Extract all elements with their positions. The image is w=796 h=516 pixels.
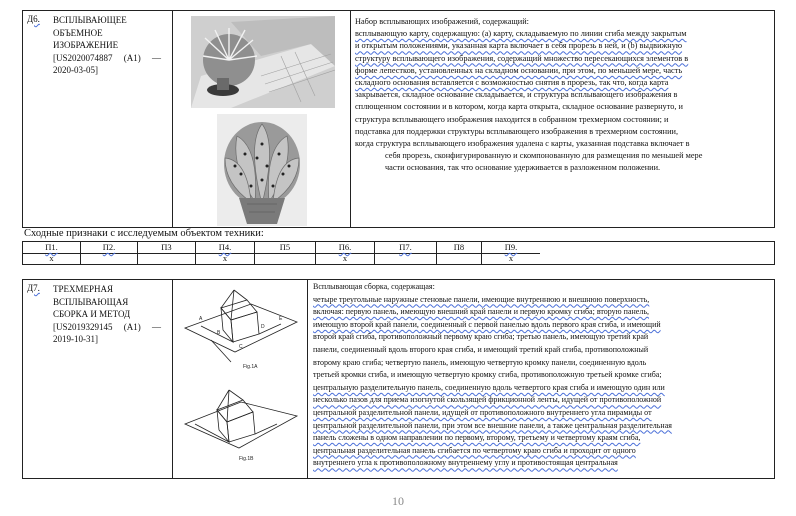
reference-title: ВСПЛЫВАЮЩЕЕ ОБЪЕМНОЕ ИЗОБРАЖЕНИЕ [US2020074887 (A1) — 2020-03-05] <box>53 15 161 75</box>
svg-text:A: A <box>199 316 203 322</box>
svg-text:Fig.1B: Fig.1B <box>239 456 254 462</box>
reference-id: Д7. <box>27 283 40 293</box>
svg-text:B: B <box>217 330 221 336</box>
id-name-cell <box>23 11 173 227</box>
claim-description: Всплывающая сборка, содержащая: четыре треугольные наружные стеновые панели, имеющие внутреннюю и внешнюю поверхность, включая: первую панель, имеющую внешний край панели и первую кромку сгиба; вторую панель, имеющую второй край панели, соединенный с первой панелью вдоль первого края сгиба, и имеющий второй край сгиба, противоположный первому краю сгиба; третью панель, имеющую третий край панели, соединенный вдоль второго края сгиба, и имеющий третий край сгиба, противоположный второму краю сгиба; четвертую панель, имеющую четвертую кромку панели, соединенную вдоль третьей кромки сгиба, и имеющую четвертую кромку сгиба, противоположную третьей кромке сгиба; центральную разделительную панель, соединенную вдоль четвертого края сгиба и имеющую один или несколько пазов для приема изогнутой скользящей фрикционной ленты, идущей от противоположной центральной разделительной панели, идущей от противоположного внутреннего угла пирамиды от центральной разделительной панели, при этом все внешние панели, а также центральная разделительная панель сложены в одном направлении по первому, второму, третьему и четвертому краям сгиба, центральная разделительная панель сгибается по четвертому краю сгиба и проходит от одного внутреннего угла к противоположному внутреннему углу и противостоящая центральная <box>313 282 672 468</box>
svg-text:Fig.1A: Fig.1A <box>243 364 258 370</box>
feature-cell: П5 <box>255 242 316 264</box>
feature-cell: П9. x <box>482 242 774 264</box>
feature-match-table <box>22 241 775 265</box>
id-name-cell <box>23 280 173 478</box>
patent-reference: [US2019329145 (A1) — 2019-10-31] <box>53 321 161 344</box>
reference-row-d7 <box>22 279 775 479</box>
reference-row-d6 <box>22 10 775 228</box>
similar-features-heading: Сходные признаки с исследуемым объектом техники: <box>24 228 264 239</box>
figure-cell <box>173 280 308 478</box>
feature-cell: П4. x <box>196 242 255 264</box>
feature-cell: П3 <box>138 242 196 264</box>
flower-sculpture-photo <box>217 114 307 226</box>
claim-description: Набор всплывающих изображений, содержащий: всплывающую карту, содержащую: (a) карту, складываемую по линии сгиба между закрытым и открытым положениями, указанная карта включает в себя прорезь в ней, и (b) выдвижную структуру всплывающего изображения, содержащий множество пересекающихся элементов в форме лепестков, установленных на складном основании, при этом, по меньшей мере, часть складного основания вставляется с возможностью снятия в прорезь, так что, когда карта закрывается, складное основание складывается, и структура всплывающего изображения в сплющенном состоянии и в котором, когда карта открыта, складное основание развернуто, и структура всплывающего изображения находится в собранном трехмерном состоянии; и подставка для поддержки структуры всплывающего изображения в трехмерном состоянии, когда структура всплывающего изображения удалена с карты, указанная подставка включает в себя прорезь, сконфигурированную и скомпонованную для размещения по меньшей мере части основания, так что основание удерживается в разложенном положении. <box>355 17 703 173</box>
reference-id: Д6. <box>27 14 40 24</box>
feature-cell: П2. <box>81 242 138 264</box>
feature-cell: П6. x <box>316 242 375 264</box>
svg-text:C: C <box>239 344 243 350</box>
svg-text:E: E <box>279 316 283 322</box>
patent-reference: [US2020074887 (A1) — 2020-03-05] <box>53 52 161 75</box>
feature-cell: П1. x <box>23 242 81 264</box>
feature-cell: П8 <box>437 242 482 264</box>
feature-cell: П7. <box>375 242 437 264</box>
svg-text:D: D <box>261 324 265 330</box>
figure-cell <box>173 11 351 227</box>
popup-house-drawing-1a <box>181 282 301 372</box>
page-number: 10 <box>392 494 404 508</box>
popup-card-photo <box>191 16 335 108</box>
popup-house-drawing-1b <box>181 384 301 466</box>
reference-title: ТРЕХМЕРНАЯ ВСПЛЫВАЮЩАЯ СБОРКА И МЕТОД [US2019329145 (A1) — 2019-10-31] <box>53 284 161 344</box>
